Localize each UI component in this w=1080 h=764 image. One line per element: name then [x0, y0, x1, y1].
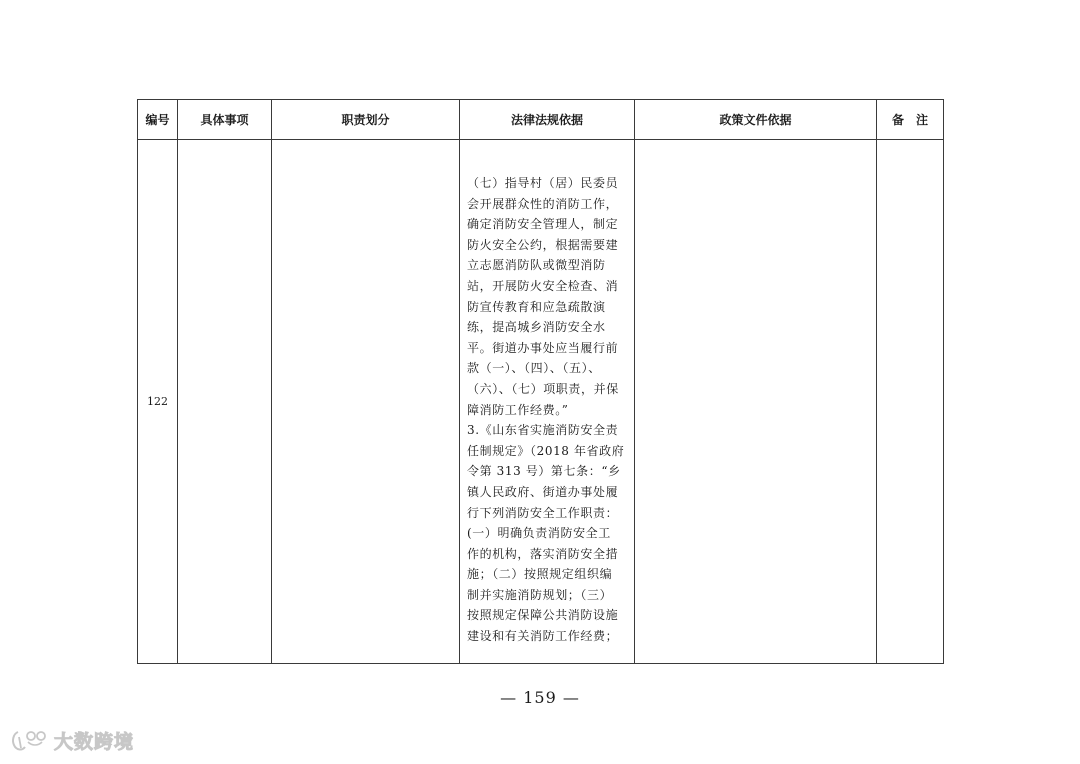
- remarks-cell: [877, 140, 944, 664]
- policy-basis-table: [137, 99, 944, 664]
- header-duty-division: 职责划分: [272, 100, 460, 140]
- table-header-row: [138, 100, 944, 140]
- dashu-logo-icon: [10, 728, 52, 754]
- table-row: [138, 140, 944, 664]
- legal-basis-text: （七）指导村（居）民委员 会开展群众性的消防工作， 确定消防安全管理人，制定 防火安全公约，根据需要建 立志愿消防队或微型消防 站，开展防火安全检查、消 防宣传教育和应急疏散演 练，提高城乡消防安全水 平。街道办事处应当履行前 款（一）、（四）、（五）、 （六）、（七）项职责，并保 障消防工作经费。” 3.《山东省实施消防安全责 任制规定》（2018 年省政府 令第 313 号）第七条：“乡 镇人民政府、街道办事处履 行下列消防安全工作职责： (一）明确负责消防安全工 作的机构，落实消防安全措 施；（二）按照规定组织编 制并实施消防规划；（三） 按照规定保障公共消防设施 建设和有关消防工作经费；: [467, 176, 625, 644]
- header-remarks: 备 注: [877, 100, 944, 140]
- header-legal-basis: 法律法规依据: [460, 100, 635, 140]
- watermark: [10, 727, 134, 754]
- header-policy-basis: 政策文件依据: [635, 100, 877, 140]
- policy-basis-cell: [635, 140, 877, 664]
- watermark-text: 大数跨境: [54, 731, 135, 753]
- legal-basis-cell: [460, 140, 635, 664]
- duty-division-cell: [272, 140, 460, 664]
- header-specific-item: 具体事项: [178, 100, 272, 140]
- page-number: — 159 —: [500, 688, 580, 707]
- specific-item-cell: [178, 140, 272, 664]
- header-number: 编号: [138, 100, 178, 140]
- row-number-cell: 122: [138, 140, 178, 664]
